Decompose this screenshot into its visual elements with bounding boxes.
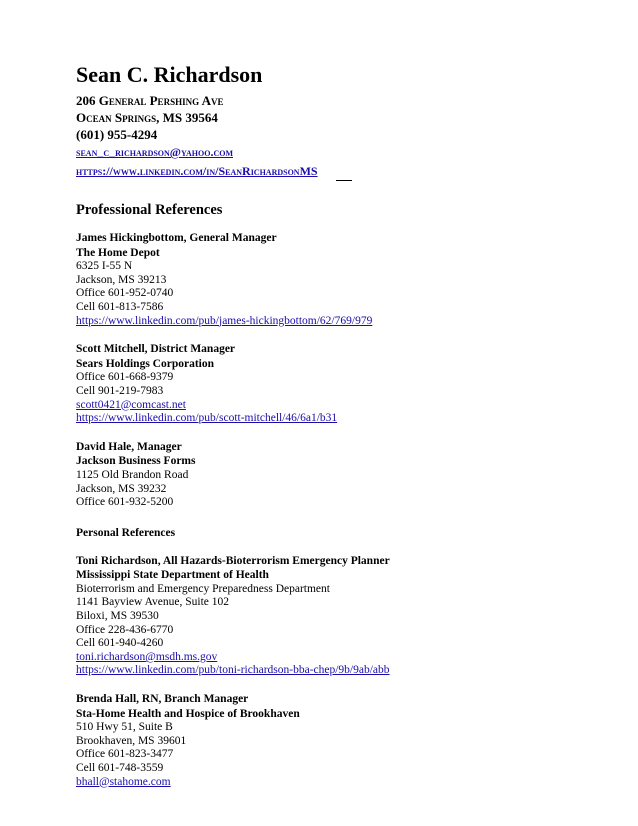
phone-number: (601) 955-4294: [76, 127, 158, 142]
reference-detail-line: 6325 I-55 N: [76, 260, 133, 273]
reference-organization: Mississippi State Department of Health: [76, 569, 269, 582]
reference-detail-line: Office 601-823-3477: [76, 748, 174, 761]
reference-email-link[interactable]: bhall@stahome.com: [76, 775, 171, 788]
references-page: [76, 62, 576, 803]
reference-detail-line: Cell 901-219-7983: [76, 384, 164, 397]
reference-detail-line: Office 601-668-9379: [76, 371, 174, 384]
reference-detail-line: 510 Hwy 51, Suite B: [76, 721, 173, 734]
reference-detail-line: Cell 601-940-4260: [76, 637, 164, 650]
reference-detail-line: Cell 601-748-3559: [76, 762, 164, 774]
reference-entry: [76, 440, 576, 510]
reference-email-link[interactable]: toni.richardson@msdh.ms.gov: [76, 650, 218, 663]
reference-detail-line: Office 228-436-6770: [76, 623, 174, 636]
personal-references-list: [76, 554, 576, 790]
reference-organization: Sears Holdings Corporation: [76, 357, 215, 370]
reference-detail-line: Brookhaven, MS 39601: [76, 734, 187, 747]
reference-entry: [76, 692, 576, 789]
reference-detail-line: Bioterrorism and Emergency Preparedness Department: [76, 582, 330, 595]
reference-name-title: Scott Mitchell, District Manager: [76, 343, 236, 356]
email-link[interactable]: sean_c_richardson@yahoo.com: [76, 145, 233, 159]
linkedin-link[interactable]: https://www.linkedin.com/in/SeanRichardsonMS: [76, 164, 318, 178]
address-line-1: 206 General Pershing Ave: [76, 93, 224, 108]
reference-name-title: Brenda Hall, RN, Branch Manager: [76, 693, 249, 706]
resume-header: [76, 62, 576, 181]
reference-organization: The Home Depot: [76, 246, 160, 259]
reference-entry: [76, 554, 576, 678]
reference-name-title: David Hale, Manager: [76, 440, 182, 453]
personal-references-heading: Personal References: [76, 526, 176, 539]
reference-entry: [76, 342, 576, 426]
reference-name-title: James Hickingbottom, General Manager: [76, 232, 277, 244]
reference-entry: [76, 231, 576, 328]
header-underline: [336, 168, 352, 181]
reference-detail-line: Cell 601-813-7586: [76, 300, 164, 313]
reference-detail-line: Biloxi, MS 39530: [76, 610, 159, 623]
reference-detail-line: 1141 Bayview Avenue, Suite 102: [76, 596, 229, 609]
linkedin-row: [76, 162, 576, 181]
address-line-2: Ocean Springs, MS 39564: [76, 110, 218, 125]
reference-detail-line: Jackson, MS 39232: [76, 482, 167, 495]
reference-name-title: Toni Richardson, All Hazards-Bioterrorism Emergency Planner: [76, 554, 390, 567]
reference-organization: Jackson Business Forms: [76, 455, 196, 468]
reference-detail-line: Office 601-932-5200: [76, 496, 174, 509]
reference-organization: Sta-Home Health and Hospice of Brookhaven: [76, 707, 300, 720]
reference-detail-line: 1125 Old Brandon Road: [76, 468, 189, 481]
reference-email-link[interactable]: scott0421@comcast.net: [76, 398, 186, 411]
candidate-name: Sean C. Richardson: [76, 62, 263, 87]
reference-linkedin-link[interactable]: https://www.linkedin.com/pub/james-hickingbottom/62/769/979: [76, 314, 373, 327]
reference-detail-line: Jackson, MS 39213: [76, 273, 167, 286]
reference-detail-line: Office 601-952-0740: [76, 287, 174, 300]
professional-references-heading: Professional References: [76, 202, 223, 218]
reference-linkedin-link[interactable]: https://www.linkedin.com/pub/scott-mitchell/46/6a1/b31: [76, 412, 338, 425]
professional-references-list: [76, 231, 576, 510]
reference-linkedin-link[interactable]: https://www.linkedin.com/pub/toni-richardson-bba-chep/9b/9ab/abb: [76, 664, 390, 677]
